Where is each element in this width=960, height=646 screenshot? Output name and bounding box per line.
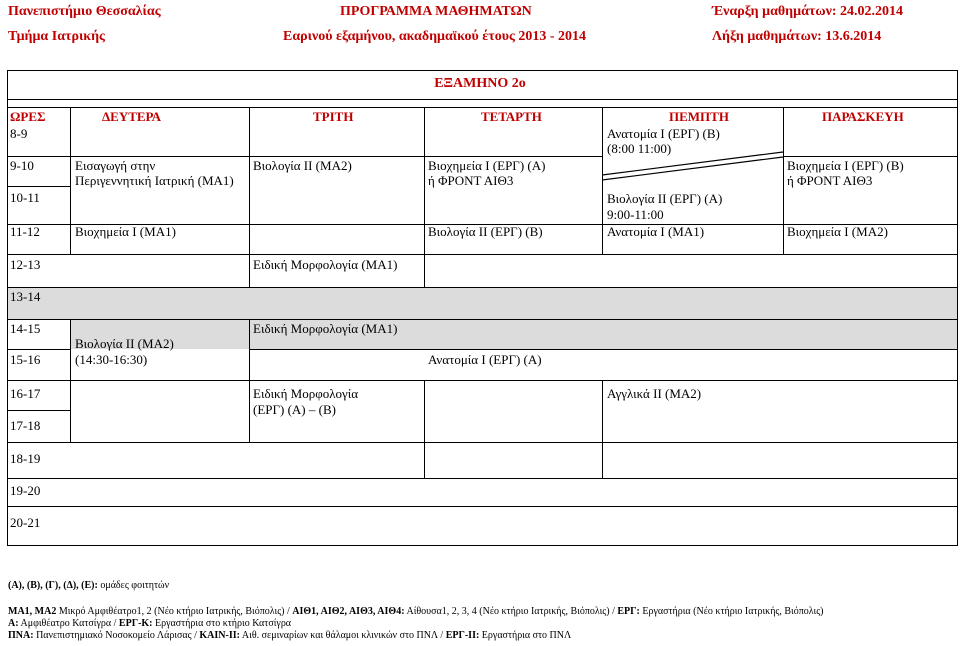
course-tue-14: Ειδική Μορφολογία (ΜΑ1) xyxy=(253,321,398,336)
start-date: Έναρξη μαθημάτων: 24.02.2014 xyxy=(712,4,903,19)
hour-11-12: 11-12 xyxy=(10,224,40,239)
university-name: Πανεπιστήμιο Θεσσαλίας xyxy=(8,4,161,19)
hour-15-16: 15-16 xyxy=(10,352,41,367)
course-wed-9: Βιοχημεία Ι (ΕΡΓ) (Α) xyxy=(428,158,546,173)
course-mon-9: Εισαγωγή στην xyxy=(75,158,156,173)
hour-20-21: 20-21 xyxy=(10,515,41,530)
legend-text-kain: Αιθ. σεμιναρίων και θάλαμοι κλινικών στο ΠΝΛ / xyxy=(239,630,446,641)
legend-groups-key: (Α), (Β), (Γ), (Δ), (Ε): xyxy=(8,580,98,591)
schedule-subtitle: Εαρινού εξαμήνου, ακαδημαϊκού έτους 2013 - 2014 xyxy=(283,29,587,44)
hour-19-20: 19-20 xyxy=(10,483,41,498)
legend-text-aith: Αίθουσα1, 2, 3, 4 (Νέο κτήριο Ιατρικής, Βιόπολις) / xyxy=(404,606,618,617)
legend-key-erg: ΕΡΓ: xyxy=(617,606,640,617)
course-thu-11: Ανατομία Ι (ΜΑ1) xyxy=(607,224,705,239)
hour-10-11: 10-11 xyxy=(10,190,40,205)
course-fri-9-line2: ή ΦΡΟΝΤ ΑΙΘ3 xyxy=(787,173,873,188)
col-friday: ΠΑΡΑΣΚΕΥΗ xyxy=(822,109,904,124)
hour-12-13: 12-13 xyxy=(10,257,41,272)
course-fri-11: Βιοχημεία Ι (ΜΑ2) xyxy=(787,224,888,239)
legend-text-erg-ii: Εργαστήρια στο ΠΝΛ xyxy=(479,630,572,641)
course-fri-9: Βιοχημεία Ι (ΕΡΓ) (Β) xyxy=(787,158,904,173)
hour-16-17: 16-17 xyxy=(10,386,41,401)
course-tue-16: Ειδική Μορφολογία xyxy=(253,386,359,401)
legend-text-erg: Εργαστήρια (Νέο κτήριο Ιατρικής, Βιόπολις) xyxy=(639,606,824,617)
legend-key-erg-ii: ΕΡΓ-ΙΙ: xyxy=(445,630,480,641)
legend-groups-text: ομάδες φοιτητών xyxy=(97,580,170,591)
course-tue-12: Ειδική Μορφολογία (ΜΑ1) xyxy=(253,257,398,272)
legend-text-a: Αμφιθέατρο Κατσίγρα / xyxy=(18,618,119,629)
course-mon-11: Βιοχημεία Ι (ΜΑ1) xyxy=(75,224,176,239)
legend-key-aith: ΑΙΘ1, ΑΙΘ2, ΑΙΘ3, ΑΙΘ4: xyxy=(292,606,405,617)
col-tuesday: ΤΡΙΤΗ xyxy=(313,109,354,124)
end-date: Λήξη μαθημάτων: 13.6.2014 xyxy=(712,29,882,44)
hour-17-18: 17-18 xyxy=(10,418,41,433)
legend-groups xyxy=(8,580,169,592)
legend-line-3 xyxy=(8,630,571,642)
course-wed-11: Βιολογία ΙΙ (ΕΡΓ) (Β) xyxy=(428,224,543,239)
course-thu-8: Ανατομία Ι (ΕΡΓ) (Β) xyxy=(607,126,720,141)
legend-line-1 xyxy=(8,606,824,618)
hour-14-15: 14-15 xyxy=(10,321,41,336)
col-wednesday: ΤΕΤΑΡΤΗ xyxy=(481,109,542,124)
legend-key-a: Α: xyxy=(8,618,19,629)
course-mon-9-line2: Περιγεννητική Ιατρική (ΜΑ1) xyxy=(75,173,234,188)
hour-13-14: 13-14 xyxy=(10,289,41,304)
hour-18-19: 18-19 xyxy=(10,451,41,466)
legend-key-pna: ΠΝΑ: xyxy=(8,630,34,641)
legend-text-pna: Πανεπιστημιακό Νοσοκομείο Λάρισας / xyxy=(33,630,200,641)
course-mon-14-time: (14:30-16:30) xyxy=(75,352,148,367)
course-wed-9-line2: ή ΦΡΟΝΤ ΑΙΘ3 xyxy=(428,173,514,188)
course-wed-15: Ανατομία Ι (ΕΡΓ) (Α) xyxy=(428,352,542,367)
hour-9-10: 9-10 xyxy=(10,158,34,173)
legend-key-erg-k: ΕΡΓ-Κ: xyxy=(118,618,153,629)
course-mon-14: Βιολογία ΙΙ (ΜΑ2) xyxy=(75,336,174,351)
legend-text-ma: Μικρό Αμφιθέατρο1, 2 (Νέο κτήριο Ιατρικής, Βιόπολις) / xyxy=(56,606,293,617)
col-monday: ΔΕΥΤΕΡΑ xyxy=(102,109,161,124)
department-name: Τμήμα Ιατρικής xyxy=(8,29,105,44)
legend-text-erg-k: Εργαστήρια στο κτήριο Κατσίγρα xyxy=(152,618,292,629)
course-tue-9: Βιολογία ΙΙ (ΜΑ2) xyxy=(253,158,352,173)
col-hours: ΩΡΕΣ xyxy=(10,109,46,124)
course-tue-16-line2: (ΕΡΓ) (Α) – (Β) xyxy=(253,402,336,417)
course-thu-16: Αγγλικά ΙΙ (ΜΑ2) xyxy=(607,386,702,401)
legend-key-kain: ΚΑΙΝ-ΙΙ: xyxy=(199,630,240,641)
legend-line-2 xyxy=(8,618,291,630)
course-thu-8-time: (8:00 11:00) xyxy=(607,141,672,156)
hour-8-9: 8-9 xyxy=(10,126,28,141)
legend-key-ma: ΜΑ1, ΜΑ2 xyxy=(8,606,57,617)
schedule-title: ΠΡΟΓΡΑΜΜΑ ΜΑΘΗΜΑΤΩΝ xyxy=(340,4,532,19)
semester-label: ΕΞΑΜΗΝΟ 2ο xyxy=(434,76,526,91)
course-thu-10: Βιολογία ΙΙ (ΕΡΓ) (Α) xyxy=(607,191,723,206)
col-thursday: ΠΕΜΠΤΗ xyxy=(669,109,729,124)
course-thu-10-time: 9:00-11:00 xyxy=(607,207,664,222)
